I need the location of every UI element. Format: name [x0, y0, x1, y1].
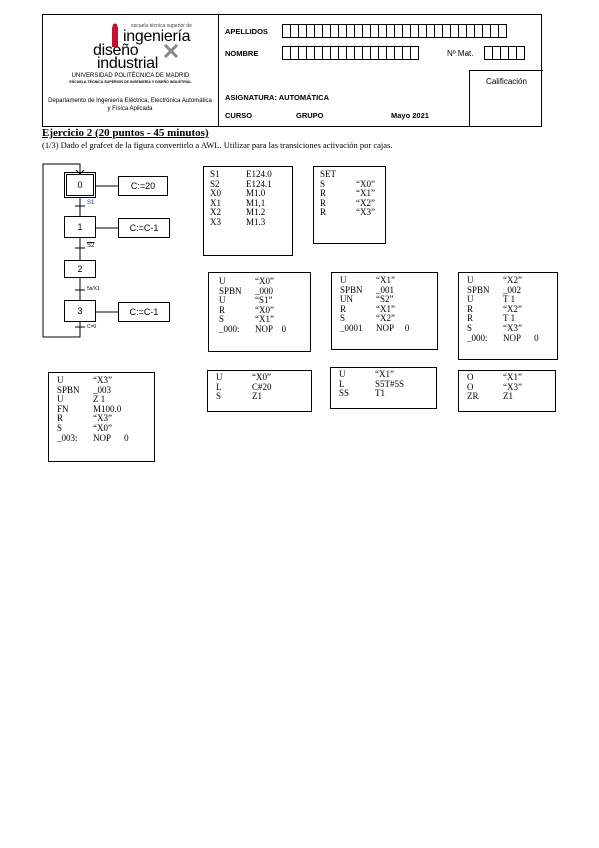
code-op: S: [467, 322, 473, 333]
code-arg: “X1”: [255, 314, 274, 325]
code-op: S: [216, 391, 222, 402]
code-op: S: [340, 313, 346, 324]
code-arg: NOP 0: [93, 432, 129, 443]
code-op: SPBN: [57, 384, 80, 395]
code-arg: NOP 0: [376, 322, 410, 333]
code-arg: “X0”: [255, 304, 274, 315]
code-op: U: [219, 295, 226, 306]
code-op: O: [467, 381, 474, 392]
code-arg: NOP 0: [503, 332, 539, 343]
grafcet-action-0: C:=20: [118, 176, 168, 196]
code-op: X3: [210, 216, 221, 227]
code-op: U: [340, 275, 347, 285]
code-arg: T 1: [503, 294, 516, 305]
code-op: R: [320, 188, 327, 199]
code-arg: S5T#5S: [375, 378, 405, 389]
code-arg: “X3”: [93, 375, 112, 385]
code-op: SET: [320, 169, 337, 179]
code-line: [210, 218, 286, 228]
code-arg: “X2”: [503, 275, 522, 285]
grupo-label: GRUPO: [296, 111, 324, 120]
grafcet-transition-2: S2: [87, 243, 95, 249]
calificacion-box[interactable]: [469, 70, 543, 127]
code-arg: Z1: [503, 391, 513, 402]
code-op: U: [467, 275, 474, 285]
logo-area: [43, 15, 219, 126]
curso-label: CURSO: [225, 111, 253, 120]
code-op: S: [57, 422, 63, 433]
code-op: U: [467, 294, 474, 305]
code-arg: “X0”: [255, 276, 274, 286]
code-op: O: [467, 372, 474, 382]
code-op: R: [320, 197, 327, 208]
asignatura-label: ASIGNATURA: AUTOMÁTICA: [225, 93, 330, 102]
code-op: FN: [57, 403, 69, 414]
code-op: _000:: [467, 332, 488, 343]
nmat-label: Nº Mat.: [447, 49, 474, 58]
awl-action-block-2: [458, 370, 556, 412]
code-arg: M1.2: [246, 207, 266, 218]
code-arg: “X3”: [503, 381, 522, 392]
exam-header: [42, 14, 542, 127]
apellidos-label: APELLIDOS: [225, 27, 268, 36]
nmat-field[interactable]: [485, 46, 525, 60]
code-arg: _003: [93, 384, 111, 395]
grafcet-transition-3: 5s/X1: [87, 286, 100, 292]
logo-line-1: ingeniería: [123, 28, 191, 45]
code-op: U: [57, 394, 64, 405]
code-op: R: [340, 303, 347, 314]
logo-line-3: industrial: [97, 55, 159, 72]
code-arg: “X3”: [93, 413, 112, 424]
fecha: Mayo 2021: [391, 111, 429, 120]
code-op: SS: [339, 388, 350, 399]
code-line: [340, 324, 429, 334]
code-arg: T 1: [503, 313, 516, 324]
code-op: SPBN: [340, 284, 363, 295]
code-op: U: [216, 372, 223, 382]
code-op: R: [467, 303, 474, 314]
code-op: SPBN: [467, 284, 490, 295]
code-arg: “X1”: [375, 369, 394, 379]
code-line: [467, 334, 549, 344]
code-arg: C#20: [252, 381, 272, 392]
code-op: U: [219, 276, 226, 286]
code-arg: “X2”: [356, 197, 375, 208]
grafcet-transition-4: C=0: [87, 324, 97, 330]
code-arg: _001: [376, 284, 394, 295]
code-op: U: [339, 369, 346, 379]
code-arg: “X0”: [356, 178, 375, 189]
code-arg: Z 1: [93, 394, 106, 405]
code-op: X2: [210, 207, 221, 218]
code-arg: “S2”: [376, 294, 394, 305]
code-op: X0: [210, 188, 221, 199]
school-name: ESCUELA TÉCNICA SUPERIOR DE INGENIERÍA Y DISEÑO INDUSTRIAL: [69, 80, 192, 84]
code-op: R: [219, 304, 226, 315]
logo-small-text: escuela técnica superior de: [131, 23, 192, 29]
nombre-field[interactable]: [283, 46, 419, 60]
code-op: U: [57, 375, 64, 385]
exercise-title: Ejercicio 2 (20 puntos - 45 minutos): [42, 127, 209, 139]
code-arg: “X0”: [252, 372, 271, 382]
apellidos-field[interactable]: [283, 24, 507, 38]
code-arg: _000: [255, 285, 273, 296]
code-op: X1: [210, 197, 221, 208]
code-op: S2: [210, 178, 220, 189]
grafcet-step-1: 1: [64, 216, 96, 238]
code-op: _0001: [340, 322, 363, 333]
code-line: [467, 392, 547, 402]
code-arg: E124.0: [246, 169, 272, 179]
char-cell[interactable]: [410, 46, 419, 60]
code-arg: “X1”: [376, 303, 395, 314]
awl-transition-block-0: [208, 272, 311, 352]
code-arg: M1.3: [246, 216, 266, 227]
code-op: S: [320, 178, 326, 189]
code-op: _000:: [219, 323, 240, 334]
code-line: [216, 392, 303, 402]
logo-line-2: diseño: [93, 42, 139, 59]
code-arg: T1: [375, 388, 385, 399]
code-arg: Z1: [252, 391, 262, 402]
symbol-table: [203, 166, 293, 256]
code-line: [339, 389, 428, 399]
awl-transition-block-2: [458, 272, 558, 360]
code-op: L: [339, 378, 345, 389]
grafcet-action-3: C:=C-1: [118, 302, 170, 322]
code-arg: “X2”: [503, 303, 522, 314]
grafcet-step-2: 2: [64, 260, 96, 278]
grafcet-step-3: 3: [64, 300, 96, 322]
code-arg: “X0”: [93, 422, 112, 433]
code-arg: E124.1: [246, 178, 272, 189]
code-arg: _002: [503, 284, 521, 295]
calificacion-label: Calificación: [486, 77, 527, 86]
awl-action-block-1: [330, 367, 437, 409]
code-op: UN: [340, 294, 353, 305]
code-arg: “X2”: [376, 313, 395, 324]
code-arg: M100.0: [93, 403, 122, 414]
code-arg: “X1”: [356, 188, 375, 199]
code-op: S: [219, 314, 225, 325]
department-name: Departamento de Ingeniería Eléctrica, Electrónica Automática y Física Aplicada: [48, 98, 212, 112]
code-arg: “X1”: [503, 372, 522, 382]
logo-cross-icon: [163, 43, 179, 59]
code-op: R: [320, 207, 327, 218]
grafcet-action-1: C:=C-1: [118, 218, 170, 238]
nombre-label: NOMBRE: [225, 49, 259, 58]
grafcet-step-0: 0: [64, 172, 96, 198]
awl-transition-block-3: [48, 372, 155, 462]
code-arg: M1.0: [246, 188, 266, 199]
code-op: R: [467, 313, 474, 324]
code-op: _003:: [57, 432, 78, 443]
code-arg: NOP 0: [255, 323, 287, 334]
code-arg: M1,1: [246, 197, 266, 208]
code-line: [219, 325, 300, 335]
char-cell[interactable]: [516, 46, 525, 60]
code-line: [57, 434, 146, 444]
grafcet-diagram: [40, 160, 200, 345]
awl-set-block: [313, 166, 386, 244]
code-op: S1: [210, 169, 220, 179]
code-line: [320, 208, 379, 218]
code-op: R: [57, 413, 64, 424]
char-cell[interactable]: [498, 24, 507, 38]
university-name: UNIVERSIDAD POLITÉCNICA DE MADRID: [71, 73, 190, 79]
grafcet-transition-1: S1: [87, 200, 95, 206]
awl-action-block-0: [207, 370, 312, 412]
exercise-statement: (1/3) Dado el grafcet de la figura convertirlo a AWL. Utilizar para las transiciones activación por cajas.: [42, 140, 393, 150]
code-arg: “X1”: [376, 275, 395, 285]
code-op: SPBN: [219, 285, 242, 296]
code-arg: “X3”: [503, 322, 522, 333]
code-op: L: [216, 381, 222, 392]
code-op: ZR: [467, 391, 479, 402]
awl-transition-block-1: [331, 272, 438, 350]
code-arg: “X3”: [356, 207, 375, 218]
code-arg: “S1”: [255, 295, 273, 306]
